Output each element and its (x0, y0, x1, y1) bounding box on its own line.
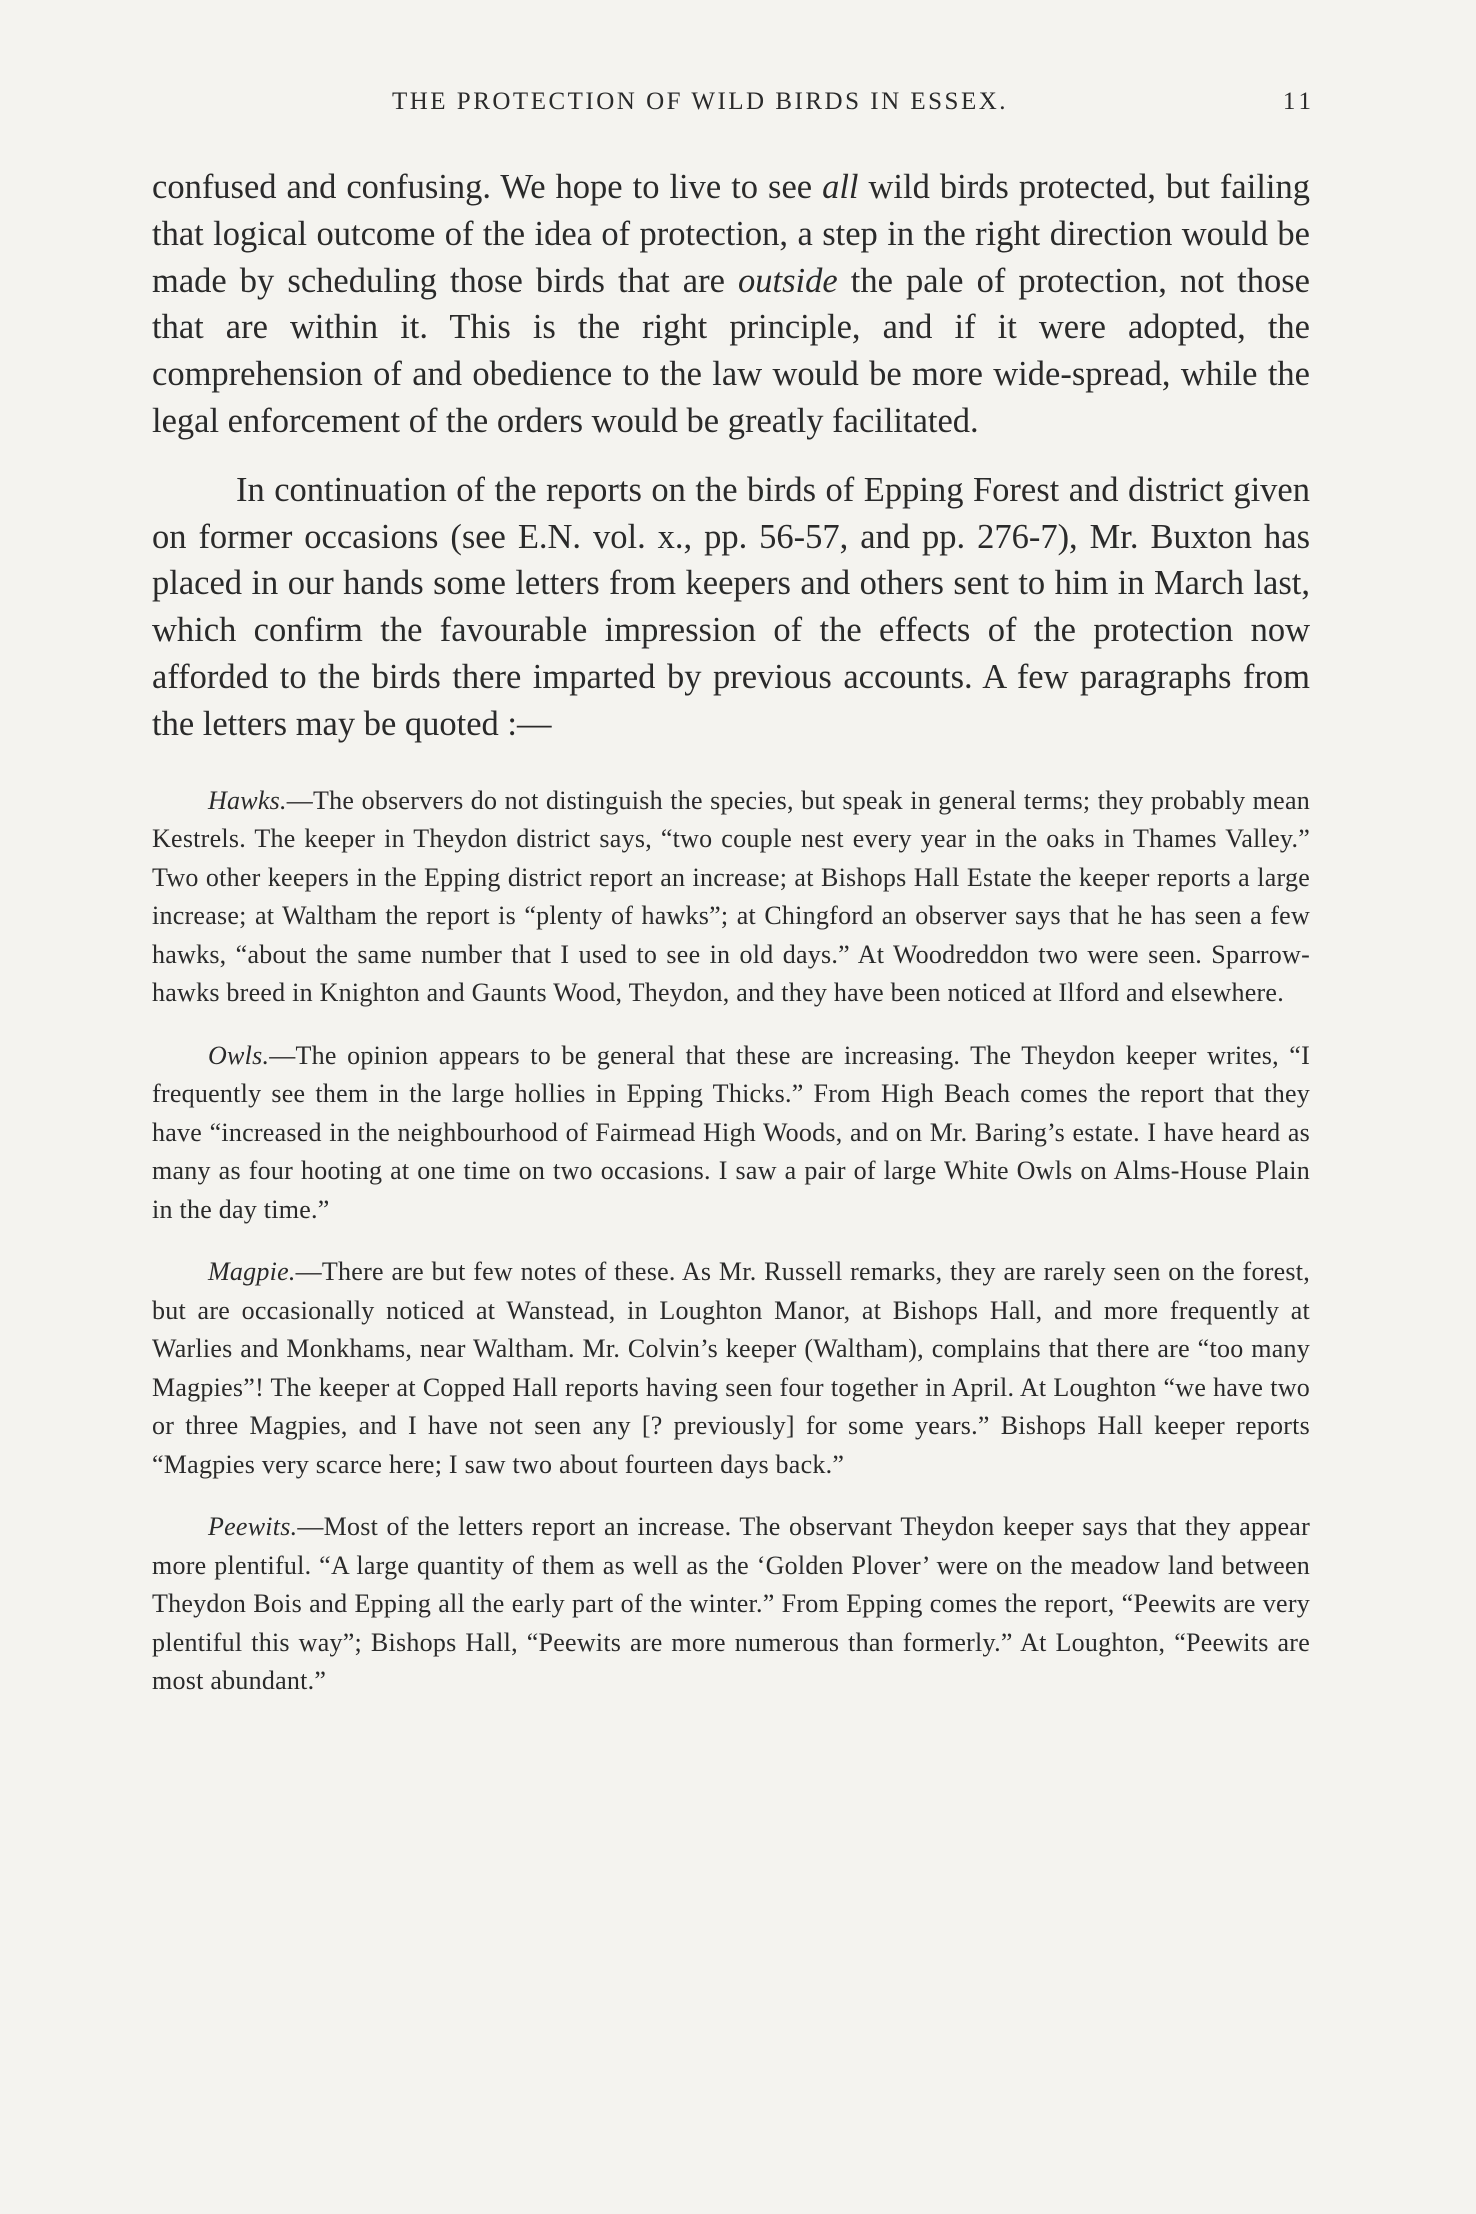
quote-text: —Most of the letters report an increase. The observant Theydon keeper says that they appear more plentiful. “A large quantity of them as well as the ‘Golden Plover’ were on the meadow land between Theydon Bois and Epping all the early part of the winter.” From Epping comes the report, “Peewits are very plentiful this way”; Bishops Hall, “Peewits are more numerous than formerly.” At Loughton, “Peewits are most abundant.” (152, 1512, 1310, 1696)
emphasis-all: all (822, 168, 859, 206)
paragraph-text: confused and confusing. We hope to live to see (152, 168, 823, 206)
quote-heading: Owls. (208, 1040, 270, 1070)
quoted-letters (152, 782, 1310, 1701)
quote-heading: Magpie. (208, 1257, 296, 1287)
quote-heading: Peewits. (208, 1512, 298, 1542)
quote-text: —There are but few notes of these. As Mr. Russell remarks, they are rarely seen on the forest, but are occasionally noticed at Wanstead, in Loughton Manor, at Bishops Hall, and more frequently at Warlies and Monkhams, near Waltham. Mr. Colvin’s keeper (Waltham), complains that there are “too many Magpies”! The keeper at Copped Hall reports having seen four together in April. At Loughton “we have two or three Magpies, and I have not seen any [? previously] for some years.” Bishops Hall keeper reports “Magpies very scarce here; I saw two about fourteen days back.” (152, 1257, 1310, 1479)
quote-magpie (152, 1253, 1310, 1484)
quote-hawks (152, 782, 1310, 1013)
running-head (0, 88, 1476, 128)
paragraph-epping-reports: In continuation of the reports on the birds of Epping Forest and district given on former occasions (see E.N. vol. x., pp. 56-57, and pp. 276-7), Mr. Buxton has placed in our hands some letters from keepers and others sent to him in March last, which confirm the favourable impression of the effects of the protection now afforded to the birds there imparted by previous accounts. A few paragraphs from the letters may be quoted :— (152, 470, 1310, 743)
paragraph-text: the pale of protection, not those that are within it. This is the right principle, and if it were adopted, the comprehension of and obedience to the law would be more wide-spread, while the legal enforcement of the orders would be greatly facilitated. (152, 261, 1310, 440)
running-title: THE PROTECTION OF WILD BIRDS IN ESSEX. (391, 88, 1009, 115)
quote-owls (152, 1037, 1310, 1230)
paragraph-continuation (152, 164, 1310, 445)
quote-text: —The opinion appears to be general that these are increasing. The Theydon keeper writes, “I frequently see them in the large hollies in Epping Thicks.” From High Beach comes the report that they have “increased in the neighbourhood of Fairmead High Woods, and on Mr. Baring’s estate. I have heard as many as four hooting at one time on two occasions. I saw a pair of large White Owls on Alms-House Plain in the day time.” (152, 1040, 1310, 1224)
quote-peewits (152, 1508, 1310, 1701)
body-text (152, 164, 1310, 1701)
paragraph-text: wild birds protected, but failing that logical outcome of the idea of protection, a step in the right direction would be made by scheduling those birds that are (152, 168, 1310, 300)
emphasis-outside: outside (738, 261, 838, 300)
quote-heading: Hawks. (208, 785, 287, 815)
quote-text: —The observers do not distinguish the species, but speak in general terms; they probably mean Kestrels. The keeper in Theydon district says, “two couple nest every year in the oaks in Thames Valley.” Two other keepers in the Epping district report an increase; at Bishops Hall Estate the keeper reports a large increase; at Waltham the report is “plenty of hawks”; at Chingford an observer says that he has seen a few hawks, “about the same number that I used to see in old days.” At Woodreddon two were seen. Sparrow-hawks breed in Knighton and Gaunts Wood, Theydon, and they have been noticed at Ilford and elsewhere. (152, 785, 1310, 1008)
page-number: 11 (1282, 88, 1315, 115)
